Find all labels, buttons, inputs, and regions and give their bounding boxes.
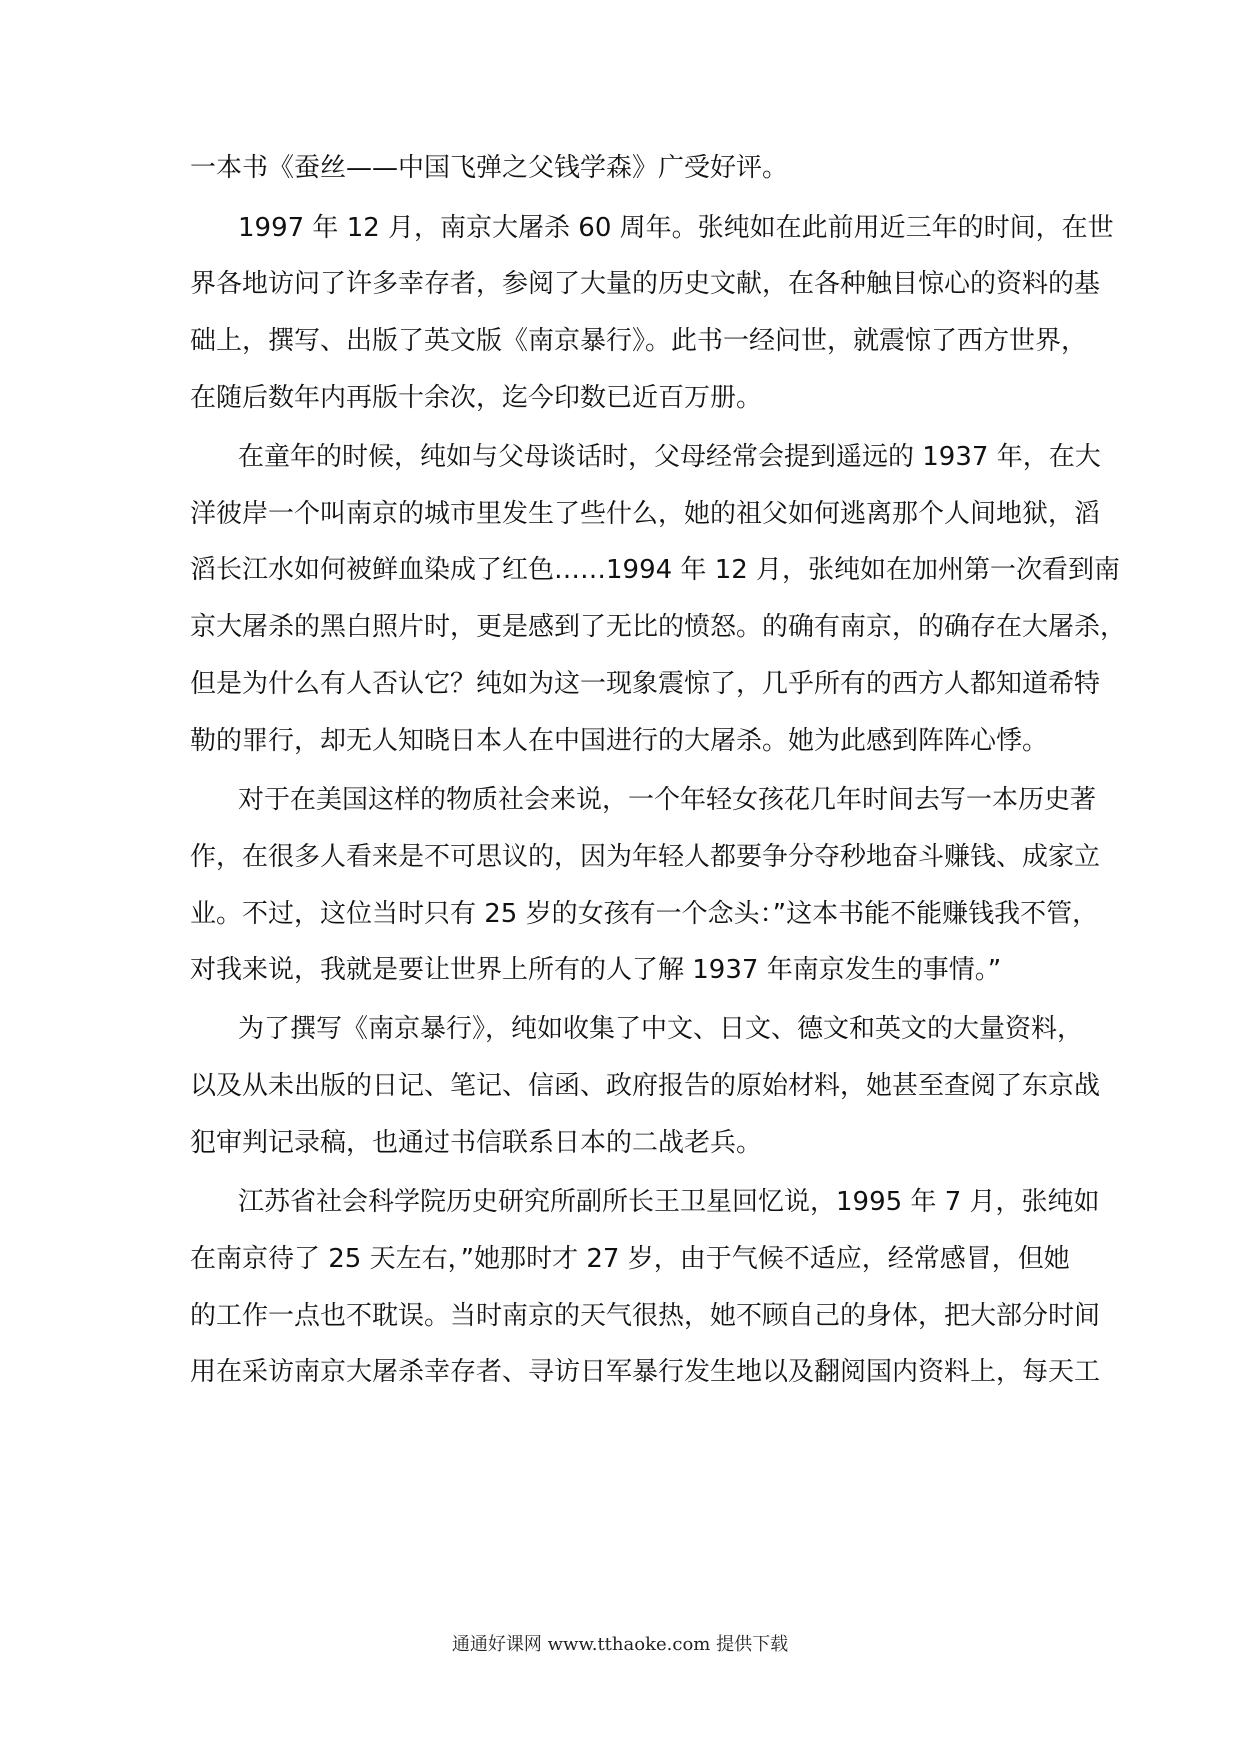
text-line: 对我来说，我就是要让世界上所有的人了解 1937 年南京发生的事情。” [190, 955, 1002, 985]
text-line: 作，在很多人看来是不可思议的，因为年轻人都要争分夺秒地奋斗赚钱、成家立 [190, 842, 1101, 872]
text-line: 界各地访问了许多幸存者，参阅了大量的历史文献，在各种触目惊心的资料的基 [190, 269, 1101, 299]
text-line: 江苏省社会科学院历史研究所副所长王卫星回忆说，1995 年 7 月，张纯如 [238, 1187, 1100, 1217]
text-line: 以及从未出版的日记、笔记、信函、政府报告的原始材料，她甚至查阅了东京战 [190, 1071, 1101, 1101]
text-line: 勒的罪行，却无人知晓日本人在中国进行的大屠杀。她为此感到阵阵心悸。 [190, 726, 1049, 756]
text-line: 的工作一点也不耽误。当时南京的天气很热，她不顾自己的身体，把大部分时间 [190, 1301, 1101, 1331]
text-line: 一本书《蚕丝——中国飞弹之父钱学森》广受好评。 [190, 153, 789, 183]
text-line: 但是为什么有人否认它？纯如为这一现象震惊了，几乎所有的西方人都知道希特 [190, 669, 1101, 699]
text-line: 础上，撰写、出版了英文版《南京暴行》。此书一经问世，就震惊了西方世界， [190, 326, 1088, 356]
text-line: 洋彼岸一个叫南京的城市里发生了些什么，她的祖父如何逃离那个人间地狱，滔 [190, 499, 1101, 529]
text-line: 为了撰写《南京暴行》，纯如收集了中文、日文、德文和英文的大量资料， [238, 1014, 1084, 1044]
download-footer: 通通好课网 www.tthaoke.com 提供下载 [451, 1634, 789, 1655]
text-line: 犯审判记录稿，也通过书信联系日本的二战老兵。 [190, 1128, 763, 1158]
text-line: 业。不过，这位当时只有 25 岁的女孩有一个念头：”这本书能不能赚钱我不管， [190, 899, 1099, 929]
text-line: 京大屠杀的黑白照片时，更是感到了无比的愤怒。的确有南京，的确存在大屠杀， [190, 612, 1127, 642]
text-line: 在童年的时候，纯如与父母谈话时，父母经常会提到遥远的 1937 年，在大 [238, 442, 1101, 472]
text-line: 用在采访南京大屠杀幸存者、寻访日军暴行发生地以及翻阅国内资料上，每天工 [190, 1357, 1101, 1387]
text-line: 滔长江水如何被鲜血染成了红色……1994 年 12 月，张纯如在加州第一次看到南 [190, 555, 1121, 585]
text-line: 在随后数年内再版十余次，迄今印数已近百万册。 [190, 383, 763, 413]
text-line: 在南京待了 25 天左右，”她那时才 27 岁，由于气候不适应，经常感冒，但她 [190, 1244, 1070, 1274]
text-line: 对于在美国这样的物质社会来说，一个年轻女孩花几年时间去写一本历史著 [238, 785, 1097, 815]
text-line: 1997 年 12 月，南京大屠杀 60 周年。张纯如在此前用近三年的时间，在世 [238, 213, 1114, 243]
